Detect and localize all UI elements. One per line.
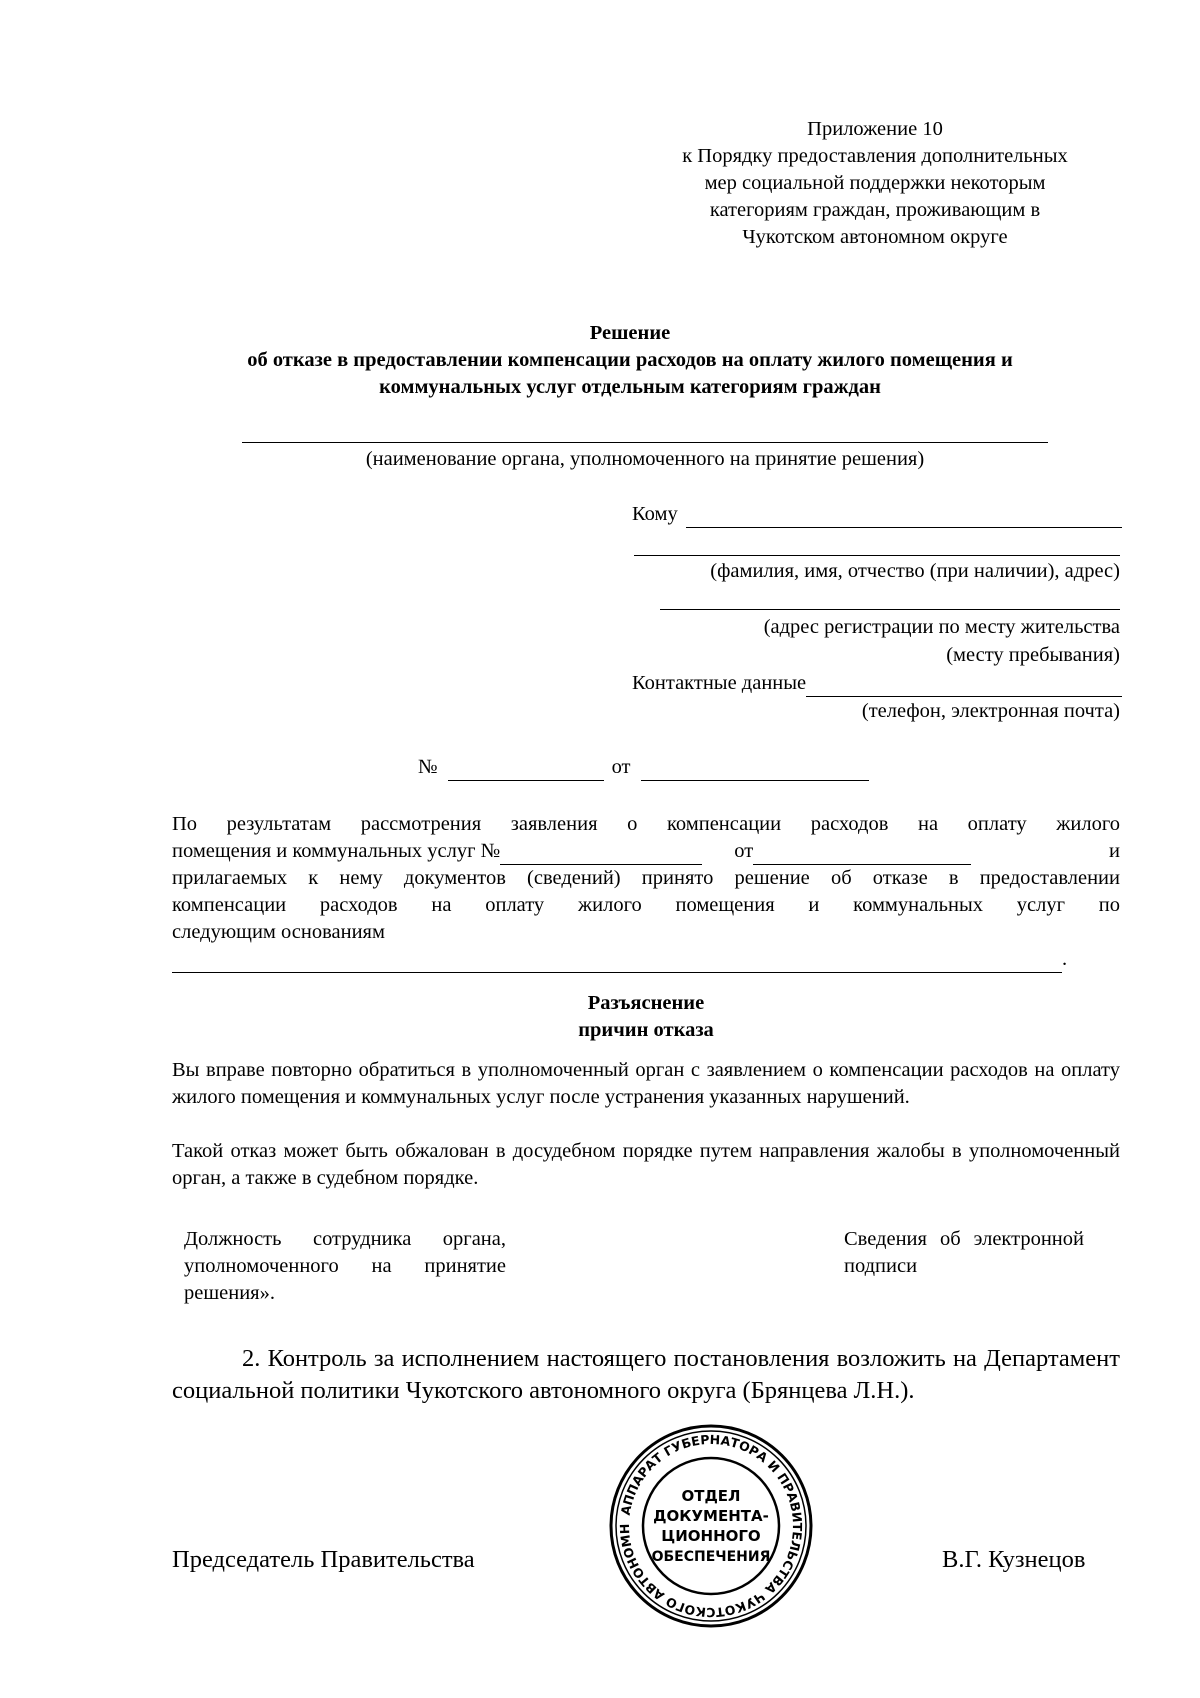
body-line: следующим основаниям (172, 921, 385, 943)
application-number-label: помещения и коммунальных услуг № (172, 840, 501, 862)
appendix-line: к Порядку предоставления дополнительных (682, 145, 1068, 167)
body-line: По результатам рассмотрения заявления о компенсации расходов на оплату жилого (172, 813, 1120, 835)
authority-blank-line (242, 442, 1048, 443)
grounds-blank (172, 950, 1062, 973)
stamp-center-line: ЦИОННОГО (661, 1527, 761, 1545)
recipient-blank-line (634, 555, 1120, 556)
clause-2: 2. Контроль за исполнением настоящего постановления возложить на Департамент социальной политики Чукотского автономного округа (Брянцева Л.Н.). (172, 1345, 1120, 1404)
decision-paragraph (172, 811, 1120, 973)
appendix-line: Чукотском автономном округе (742, 226, 1008, 248)
appendix-header (640, 116, 1110, 251)
body-line: компенсации расходов на оплату жилого помещения и коммунальных услуг по (172, 894, 1120, 916)
appendix-line: Приложение 10 (807, 118, 943, 140)
date-blank (641, 758, 869, 781)
name-caption: (фамилия, имя, отчество (при наличии), адрес) (710, 560, 1120, 582)
signatory-name: В.Г. Кузнецов (942, 1546, 1086, 1573)
body-line-2 (172, 838, 1120, 865)
title-line: об отказе в предоставлении компенсации расходов на оплату жилого помещения и (247, 349, 1013, 371)
contacts-caption: (телефон, электронная почта) (861, 700, 1120, 722)
appendix-line: мер социальной поддержки некоторым (704, 172, 1046, 194)
contacts-blank-line (806, 674, 1122, 697)
title-line: Решение (589, 322, 671, 344)
stamp-center-line: ОБЕСПЕЧЕНИЯ (651, 1549, 771, 1565)
stamp-center-line: ОТДЕЛ (681, 1487, 741, 1505)
stamp-center-line: ДОКУМЕНТА- (653, 1507, 769, 1525)
registration-blank-line (660, 609, 1120, 610)
application-number-blank (500, 842, 702, 865)
signatory-position: Должность сотрудника органа, уполномоченного на принятие решения». (184, 1228, 506, 1304)
explanation-para-2: Такой отказ может быть обжалован в досудебном порядке путем направления жалобы в уполномоченный орган, а также в судебном порядке. (172, 1140, 1120, 1189)
to-blank-line (686, 505, 1122, 528)
conjunction: и (1109, 840, 1120, 862)
signatory-title: Председатель Правительства (172, 1546, 475, 1573)
explanation-para-1: Вы вправе повторно обратиться в уполномоченный орган с заявлением о компенсации расходов на оплату жилого помещения и коммунальных услуг после устранения указанных нарушений. (172, 1059, 1120, 1108)
to-label: Кому (632, 503, 678, 525)
number-blank (448, 758, 604, 781)
explanation-title-line: Разъяснение (587, 992, 705, 1014)
application-from-label: от (734, 840, 754, 862)
registration-caption-1: (адрес регистрации по месту жительства (763, 616, 1120, 638)
title-line: коммунальных услуг отдельным категориям граждан (379, 376, 881, 398)
document-title (150, 320, 1110, 401)
appendix-line: категориям граждан, проживающим в (709, 199, 1041, 221)
number-line (418, 754, 878, 781)
explanation-title (172, 990, 1120, 1044)
grounds-period: . (1062, 948, 1068, 970)
stamp-svg (606, 1421, 816, 1631)
contacts-field (632, 670, 1122, 697)
registration-caption-2: (месту пребывания) (946, 644, 1120, 666)
to-field (632, 501, 1122, 528)
number-sign: № (418, 756, 438, 778)
contacts-label: Контактные данные (632, 672, 807, 694)
explanation-title-line: причин отказа (578, 1019, 714, 1041)
official-stamp (606, 1421, 816, 1631)
stamp-ring-text: АППАРАТ ГУБЕРНАТОРА И ПРАВИТЕЛЬСТВА ЧУКОТСКОГО АВТОНОМН (616, 1431, 806, 1621)
application-date-blank (753, 842, 971, 865)
authority-caption: (наименование органа, уполномоченного на принятие решения) (365, 448, 925, 470)
body-line: прилагаемых к нему документов (сведений) принято решение об отказе в предоставлении (172, 867, 1120, 889)
from-label: от (611, 756, 631, 778)
grounds-line (172, 946, 1120, 973)
e-signature-info: Сведения об электронной подписи (844, 1228, 1084, 1277)
